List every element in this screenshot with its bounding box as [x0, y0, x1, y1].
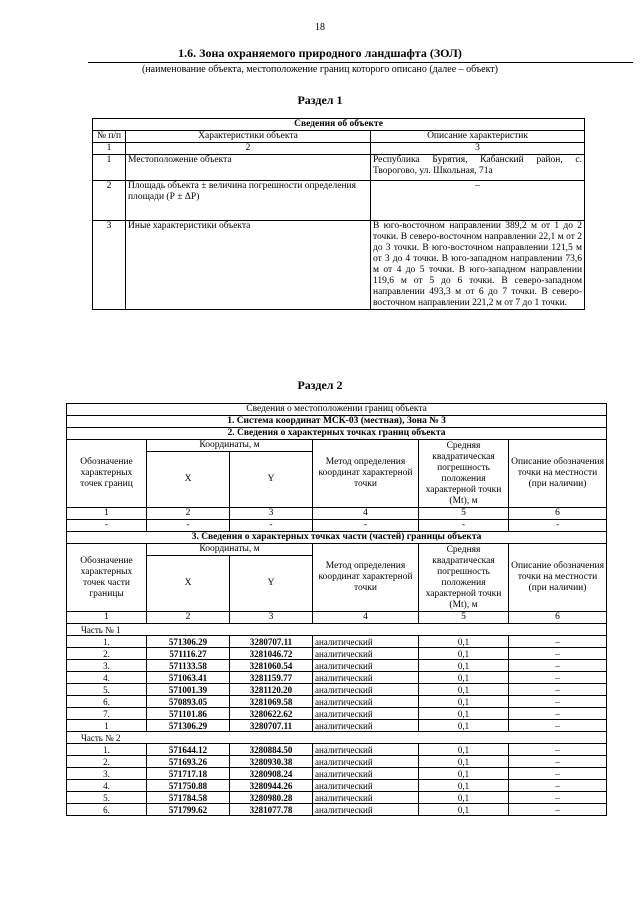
point-description: – [509, 768, 607, 780]
point-y: 3281060.54 [230, 660, 313, 672]
table-row [67, 720, 607, 732]
point-x: 571101.86 [147, 708, 230, 720]
point-method: аналитический [313, 636, 419, 648]
point-method: аналитический [313, 804, 419, 816]
table-row [67, 708, 607, 720]
col-header-characteristic: Характеристики объекта [126, 131, 371, 143]
col-number: 3 [371, 143, 585, 155]
point-method: аналитический [313, 708, 419, 720]
header-designation: Обозначение характерных точек части границы [67, 544, 147, 612]
point-id: 5. [67, 684, 147, 696]
table-row [67, 636, 607, 648]
point-accuracy: 0,1 [419, 720, 509, 732]
point-id: 3. [67, 768, 147, 780]
header-coords: Координаты, м [147, 544, 313, 556]
table-row [67, 684, 607, 696]
point-method: аналитический [313, 792, 419, 804]
point-method: аналитический [313, 756, 419, 768]
point-description: – [509, 648, 607, 660]
point-description: – [509, 660, 607, 672]
point-description: – [509, 636, 607, 648]
point-y: 3280980.28 [230, 792, 313, 804]
point-description: – [509, 780, 607, 792]
point-method: аналитический [313, 672, 419, 684]
point-method: аналитический [313, 744, 419, 756]
col-number: 2 [147, 612, 230, 624]
empty-cell: - [313, 520, 419, 532]
table-row [67, 744, 607, 756]
point-x: 571784.58 [147, 792, 230, 804]
point-y: 3280908.24 [230, 768, 313, 780]
section1-heading: Раздел 1 [297, 93, 343, 107]
point-id: 1 [67, 720, 147, 732]
boundary-table-title: Сведения о местоположении границ объекта [67, 404, 607, 416]
point-description: – [509, 672, 607, 684]
header-x: X [147, 556, 230, 612]
point-id: 5. [67, 792, 147, 804]
document-subtitle: (наименование объекта, местоположение границ которого описано (далее – объект) [141, 64, 499, 75]
point-method: аналитический [313, 768, 419, 780]
col-number: 1 [67, 508, 147, 520]
point-y: 3281159.77 [230, 672, 313, 684]
point-y: 3281120.20 [230, 684, 313, 696]
header-coords: Координаты, м [147, 440, 313, 452]
table-row [67, 672, 607, 684]
col-number: 4 [313, 612, 419, 624]
point-accuracy: 0,1 [419, 768, 509, 780]
point-id: 6. [67, 804, 147, 816]
point-y: 3281046.72 [230, 648, 313, 660]
point-method: аналитический [313, 660, 419, 672]
subsection2-title: 2. Сведения о характерных точках границ объекта [67, 428, 607, 440]
header-designation: Обозначение характерных точек границ [67, 440, 147, 508]
header-accuracy: Средняя квадратическая погрешность положения характерной точки (Mt), м [419, 440, 509, 508]
point-x: 571644.12 [147, 744, 230, 756]
point-x: 571717.18 [147, 768, 230, 780]
point-y: 3280622.62 [230, 708, 313, 720]
point-x: 571116.27 [147, 648, 230, 660]
header-y: Y [230, 556, 313, 612]
point-accuracy: 0,1 [419, 696, 509, 708]
point-method: аналитический [313, 780, 419, 792]
point-description: – [509, 684, 607, 696]
point-x: 571750.88 [147, 780, 230, 792]
title-underline [88, 62, 633, 63]
point-accuracy: 0,1 [419, 792, 509, 804]
point-x: 570893.05 [147, 696, 230, 708]
point-accuracy: 0,1 [419, 672, 509, 684]
point-x: 571799.62 [147, 804, 230, 816]
header-accuracy: Средняя квадратическая погрешность положения характерной точки (Mt), м [419, 544, 509, 612]
empty-cell: - [230, 520, 313, 532]
point-accuracy: 0,1 [419, 804, 509, 816]
point-y: 3280944.26 [230, 780, 313, 792]
point-accuracy: 0,1 [419, 756, 509, 768]
section2-heading: Раздел 2 [297, 378, 343, 392]
empty-cell: - [147, 520, 230, 532]
point-description: – [509, 696, 607, 708]
table-row [67, 792, 607, 804]
point-accuracy: 0,1 [419, 660, 509, 672]
point-y: 3280884.50 [230, 744, 313, 756]
row-description: – [371, 181, 585, 221]
part-label: Часть № 1 [67, 624, 607, 636]
table-row [67, 660, 607, 672]
point-description: – [509, 720, 607, 732]
point-y: 3280707.11 [230, 720, 313, 732]
point-method: аналитический [313, 684, 419, 696]
col-header-num: № п/п [93, 131, 126, 143]
points-body [67, 624, 607, 816]
point-id: 2. [67, 756, 147, 768]
point-accuracy: 0,1 [419, 648, 509, 660]
point-id: 4. [67, 780, 147, 792]
point-id: 1. [67, 636, 147, 648]
table-row [67, 756, 607, 768]
point-accuracy: 0,1 [419, 636, 509, 648]
point-x: 571063.41 [147, 672, 230, 684]
object-info-table [92, 118, 585, 310]
row-characteristic: Местоположение объекта [126, 155, 371, 181]
point-description: – [509, 804, 607, 816]
point-y: 3281069.58 [230, 696, 313, 708]
col-number: 2 [147, 508, 230, 520]
table-row [67, 780, 607, 792]
empty-cell: - [419, 520, 509, 532]
row-characteristic: Иные характеристики объекта [126, 221, 371, 310]
table-row [67, 768, 607, 780]
header-method: Метод определения координат характерной точки [313, 544, 419, 612]
empty-cell: - [509, 520, 607, 532]
col-header-description: Описание характеристик [371, 131, 585, 143]
point-accuracy: 0,1 [419, 744, 509, 756]
header-x: X [147, 452, 230, 508]
point-x: 571133.58 [147, 660, 230, 672]
point-description: – [509, 708, 607, 720]
page-number: 18 [315, 22, 325, 33]
point-description: – [509, 792, 607, 804]
col-number: 4 [313, 508, 419, 520]
col-number: 5 [419, 612, 509, 624]
header-method: Метод определения координат характерной точки [313, 440, 419, 508]
coordinate-system: 1. Система координат МСК-03 (местная), Зона № 3 [67, 416, 607, 428]
table-row [67, 696, 607, 708]
point-id: 4. [67, 672, 147, 684]
point-method: аналитический [313, 720, 419, 732]
col-number: 1 [67, 612, 147, 624]
point-id: 2. [67, 648, 147, 660]
table-row [67, 804, 607, 816]
point-description: – [509, 744, 607, 756]
boundary-points-table [66, 403, 607, 816]
point-x: 571306.29 [147, 720, 230, 732]
part-label-row [67, 624, 607, 636]
header-description: Описание обозначения точки на местности (при наличии) [509, 544, 607, 612]
part-label: Часть № 2 [67, 732, 607, 744]
col-number: 6 [509, 612, 607, 624]
row-num: 2 [93, 181, 126, 221]
subsection3-title: 3. Сведения о характерных точках части (частей) границы объекта [67, 532, 607, 544]
row-description: Республика Бурятия, Кабанский район, с. Творогово, ул. Школьная, 71а [371, 155, 585, 181]
col-number: 2 [126, 143, 371, 155]
row-description: В юго-восточном направлении 389,2 м от 1 до 2 точки. В северо-восточном направлении 22,1 м от 2 до 3 точки. В юго-восточном направлении 121,5 м от 3 до 4 точки. В юго-западном направлении 73,6 м от 4 до 5 точки. В юго-западном направлении 119,6 м от 5 до 6 точки. В северо-западном направлении 493,3 м от 6 до 7 точки. В северо-восточном направлении 221,2 м от 7 до 1 точки. [371, 221, 585, 310]
table-row [67, 648, 607, 660]
point-id: 1. [67, 744, 147, 756]
point-description: – [509, 756, 607, 768]
col-number: 6 [509, 508, 607, 520]
empty-cell: - [67, 520, 147, 532]
row-characteristic: Площадь объекта ± величина погрешности определения площади (Р ± ΔР) [126, 181, 371, 221]
point-y: 3280930.38 [230, 756, 313, 768]
point-id: 3. [67, 660, 147, 672]
col-number: 3 [230, 508, 313, 520]
point-x: 571001.39 [147, 684, 230, 696]
point-accuracy: 0,1 [419, 684, 509, 696]
header-y: Y [230, 452, 313, 508]
part-label-row [67, 732, 607, 744]
point-method: аналитический [313, 648, 419, 660]
col-number: 1 [93, 143, 126, 155]
point-accuracy: 0,1 [419, 708, 509, 720]
col-number: 3 [230, 612, 313, 624]
point-id: 7. [67, 708, 147, 720]
point-x: 571693.26 [147, 756, 230, 768]
point-y: 3280707.11 [230, 636, 313, 648]
row-num: 3 [93, 221, 126, 310]
row-num: 1 [93, 155, 126, 181]
point-y: 3281077.78 [230, 804, 313, 816]
point-method: аналитический [313, 696, 419, 708]
point-x: 571306.29 [147, 636, 230, 648]
object-info-table-title: Сведения об объекте [93, 119, 585, 131]
point-accuracy: 0,1 [419, 780, 509, 792]
document-title: 1.6. Зона охраняемого природного ландшафта (ЗОЛ) [178, 46, 462, 60]
point-id: 6. [67, 696, 147, 708]
col-number: 5 [419, 508, 509, 520]
header-description: Описание обозначения точки на местности (при наличии) [509, 440, 607, 508]
